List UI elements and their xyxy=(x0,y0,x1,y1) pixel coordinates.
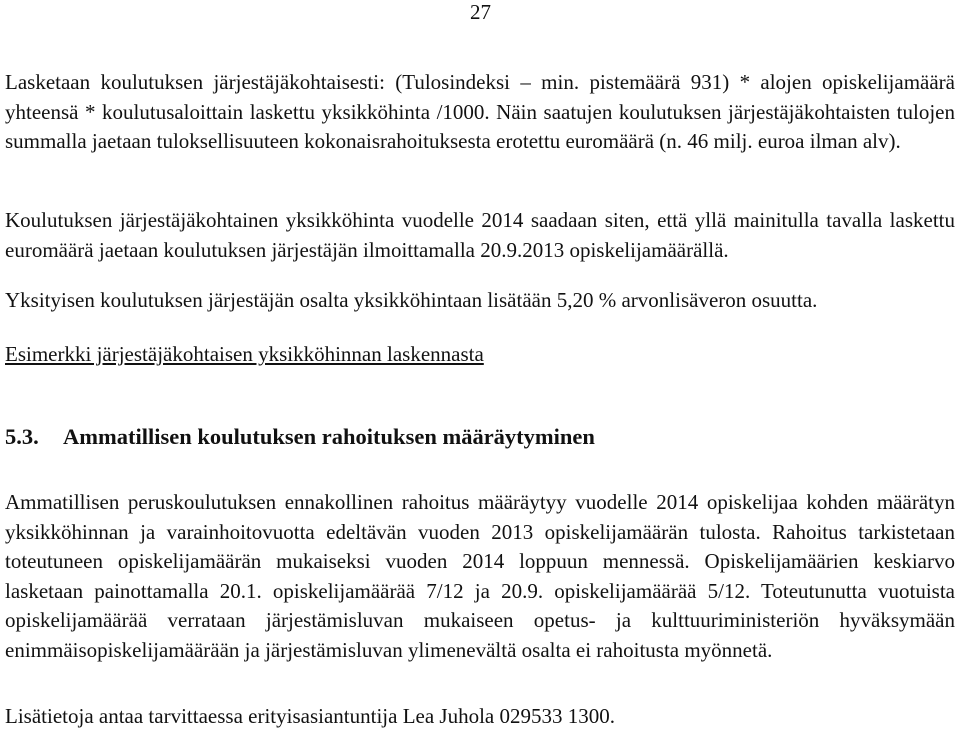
section-heading xyxy=(5,422,595,452)
page-number: 27 xyxy=(470,0,491,24)
paragraph-vat: Yksityisen koulutuksen järjestäjän osalta yksikköhintaan lisätään 5,20 % arvonlisäveron osuutta. xyxy=(5,288,818,312)
example-calculation-link[interactable]: Esimerkki järjestäjäkohtaisen yksikköhinnan laskennasta xyxy=(5,342,484,366)
section-title: Ammatillisen koulutuksen rahoituksen määräytyminen xyxy=(63,424,595,449)
paragraph-unit-price: Koulutuksen järjestäjäkohtainen yksikköhinta vuodelle 2014 saadaan siten, että yllä mainitulla tavalla laskettu euromäärä jaetaan koulutuksen järjestäjän ilmoittamalla 20.9.2013 opiskelijamäärällä. xyxy=(5,208,955,262)
paragraph-calculation: Lasketaan koulutuksen järjestäjäkohtaisesti: (Tulosindeksi – min. pistemäärä 931) * alojen opiskelijamäärä yhteensä * koulutusaloittain laskettu yksikköhinta /1000. Näin saatujen koulutuksen järjestäjäkohtaisten tulojen summalla jaetaan tuloksellisuuteen kokonaisrahoituksesta erotettu euromäärä (n. 46 milj. euroa ilman alv). xyxy=(5,70,955,153)
paragraph-funding: Ammatillisen peruskoulutuksen ennakollinen rahoitus määräytyy vuodelle 2014 opiskelijaa kohden määrätyn yksikköhinnan ja varainhoitovuotta edeltävän vuoden 2013 opiskelijamäärän tulosta. Rahoitus tarkistetaan toteutuneen opiskelijamäärän mukaiseksi vuoden 2014 loppuun mennessä. Opiskelijamäärien keskiarvo lasketaan painottamalla 20.1. opiskelijamäärää 7/12 ja 20.9. opiskelijamäärää 5/12. Toteutunutta vuotuista opiskelijamäärää verrataan järjestämisluvan mukaiseen opetus- ja kulttuuriministeriön hyväksymään enimmäisopiskelijamäärään ja järjestämisluvan ylimenevältä osalta ei rahoitusta myönnetä. xyxy=(5,490,955,662)
section-number: 5.3. xyxy=(5,424,39,449)
paragraph-contact: Lisätietoja antaa tarvittaessa erityisasiantuntija Lea Juhola 029533 1300. xyxy=(5,704,615,728)
